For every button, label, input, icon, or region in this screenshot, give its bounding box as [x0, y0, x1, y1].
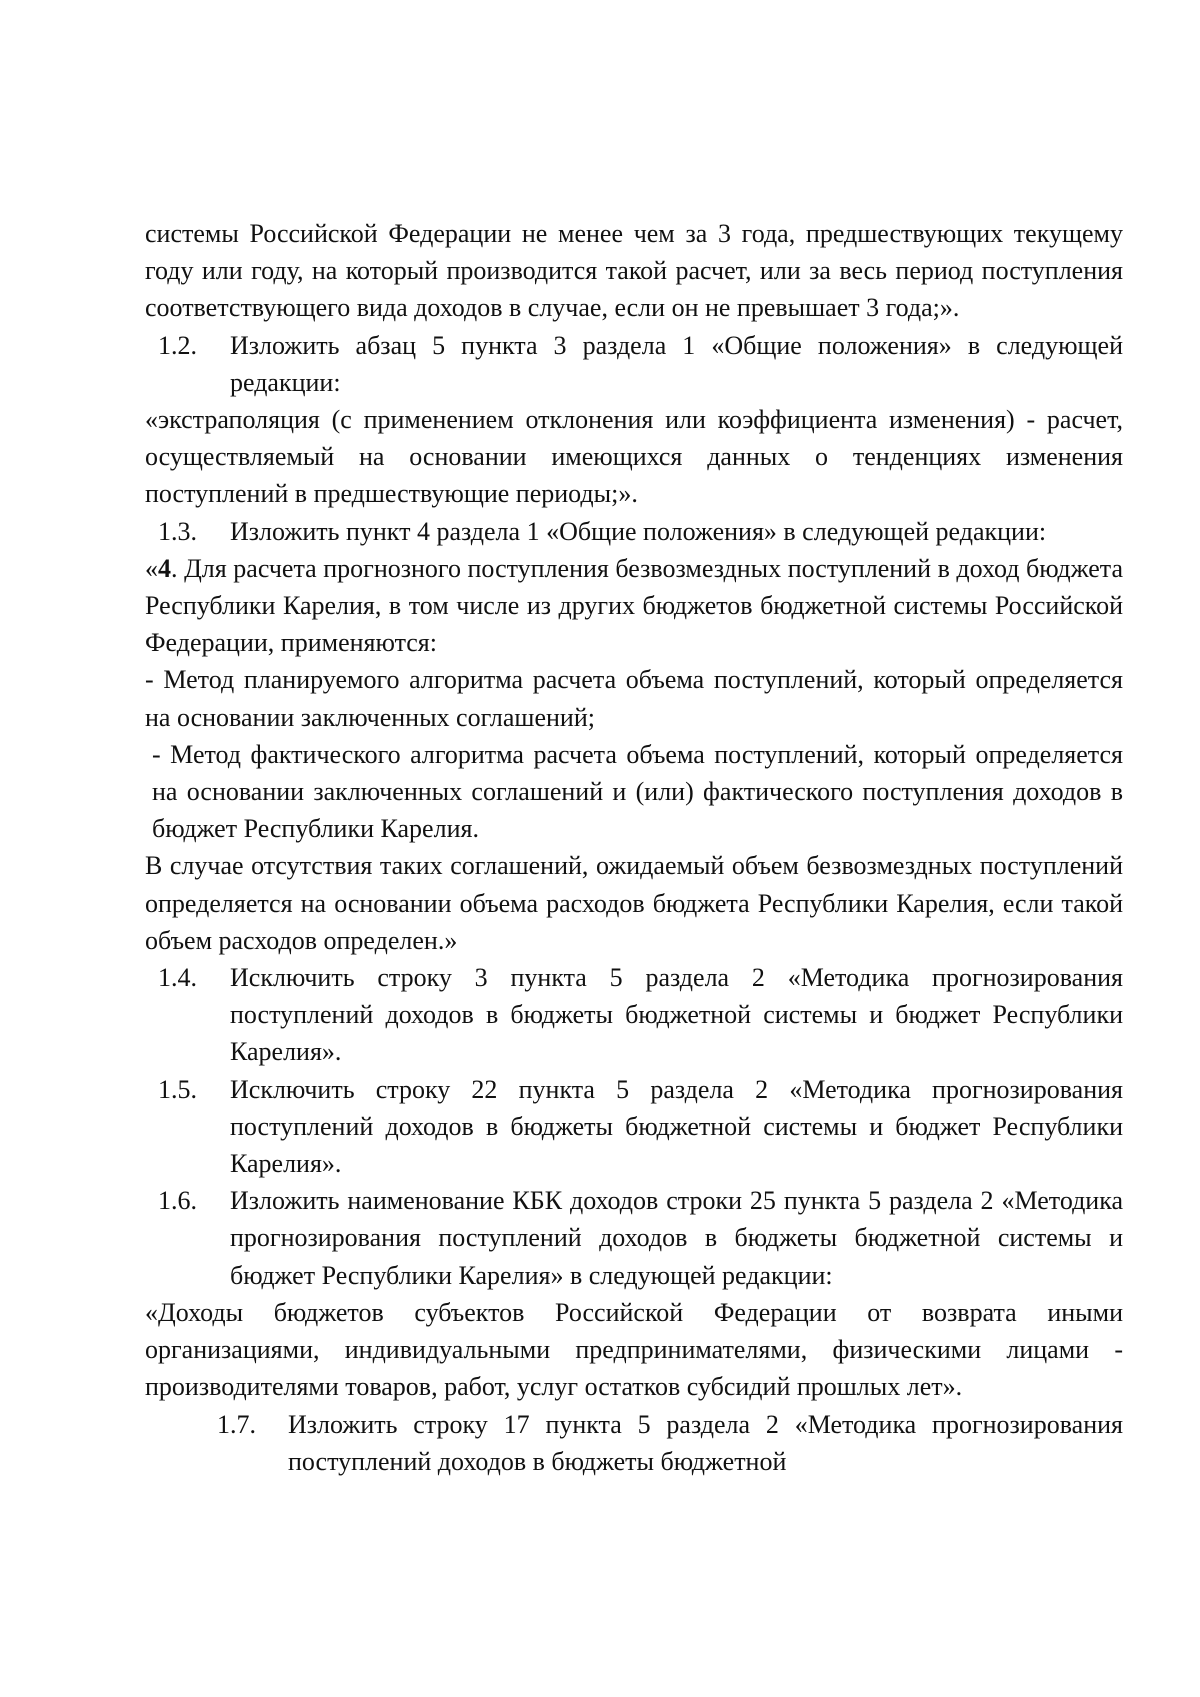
item-text: Изложить строку 17 пункта 5 раздела 2 «Методика прогнозирования поступлений доходов в бюджеты бюджетной — [288, 1409, 1123, 1476]
item-number: 1.4. — [158, 963, 197, 993]
item-number: 1.5. — [158, 1074, 197, 1104]
paragraph-income: «Доходы бюджетов субъектов Российской Федерации от возврата иными организациями, индивидуальными предпринимателями, физическими лицами - производителями товаров, работ, услуг остатков субсидий прошлых лет». — [145, 1297, 1123, 1402]
list-item-1-7 — [145, 1406, 1123, 1480]
paragraph-extrapolation: «экстраполяция (с применением отклонения или коэффициента изменения) - расчет, осуществляемый на основании имеющихся данных о тенденциях изменения поступлений в предшествующие периоды;». — [145, 405, 1123, 509]
item-number: 1.3. — [158, 516, 197, 546]
item-number: 1.6. — [158, 1186, 197, 1216]
paragraph-method-actual: - Метод фактического алгоритма расчета объема поступлений, который определяется на основании заключенных соглашений и (или) фактического поступления доходов в бюджет Республики Карелия. — [152, 739, 1123, 844]
item-text: Изложить абзац 5 пункта 3 раздела 1 «Общие положения» в следующей редакции: — [230, 330, 1123, 397]
list-item-1-6 — [145, 1182, 1123, 1294]
open-quote: « — [145, 553, 158, 583]
item-text: Исключить строку 22 пункта 5 раздела 2 «Методика прогнозирования поступлений доходов в бюджеты бюджетной системы и бюджет Республики Карелия». — [230, 1074, 1123, 1179]
list-item-1-5 — [145, 1071, 1123, 1183]
document-page — [145, 215, 1123, 1480]
item-number: 1.7. — [217, 1409, 256, 1439]
list-item-1-2 — [145, 327, 1123, 401]
item-text: Исключить строку 3 пункта 5 раздела 2 «Методика прогнозирования поступлений доходов в бюджеты бюджетной системы и бюджет Республики Карелия». — [230, 963, 1123, 1067]
item-number: 1.2. — [158, 330, 197, 360]
item-text: Изложить пункт 4 раздела 1 «Общие положения» в следующей редакции: — [230, 516, 1047, 546]
item-text: Изложить наименование КБК доходов строки 25 пункта 5 раздела 2 «Методика прогнозирования поступлений доходов в бюджеты бюджетной системы и бюджет Республики Карелия» в следующей редакции: — [230, 1186, 1123, 1290]
point-number: 4 — [158, 553, 171, 583]
paragraph-absence: В случае отсутствия таких соглашений, ожидаемый объем безвозмездных поступлений определяется на основании объема расходов бюджета Республики Карелия, если такой объем расходов определен.» — [145, 851, 1123, 955]
paragraph-point-4 — [145, 550, 1123, 662]
point-text: . Для расчета прогнозного поступления безвозмездных поступлений в доход бюджета Республики Карелия, в том числе из других бюджетов бюджетной системы Российской Федерации, применяются: — [145, 553, 1123, 658]
paragraph-intro: системы Российской Федерации не менее чем за 3 года, предшествующих текущему году или году, на который производится такой расчет, или за весь период поступления соответствующего вида доходов в случае, если он не превышает 3 года;». — [145, 219, 1123, 323]
list-item-1-3 — [145, 513, 1123, 550]
paragraph-method-planned: - Метод планируемого алгоритма расчета объема поступлений, который определяется на основании заключенных соглашений; — [145, 665, 1123, 732]
list-item-1-4 — [145, 959, 1123, 1071]
